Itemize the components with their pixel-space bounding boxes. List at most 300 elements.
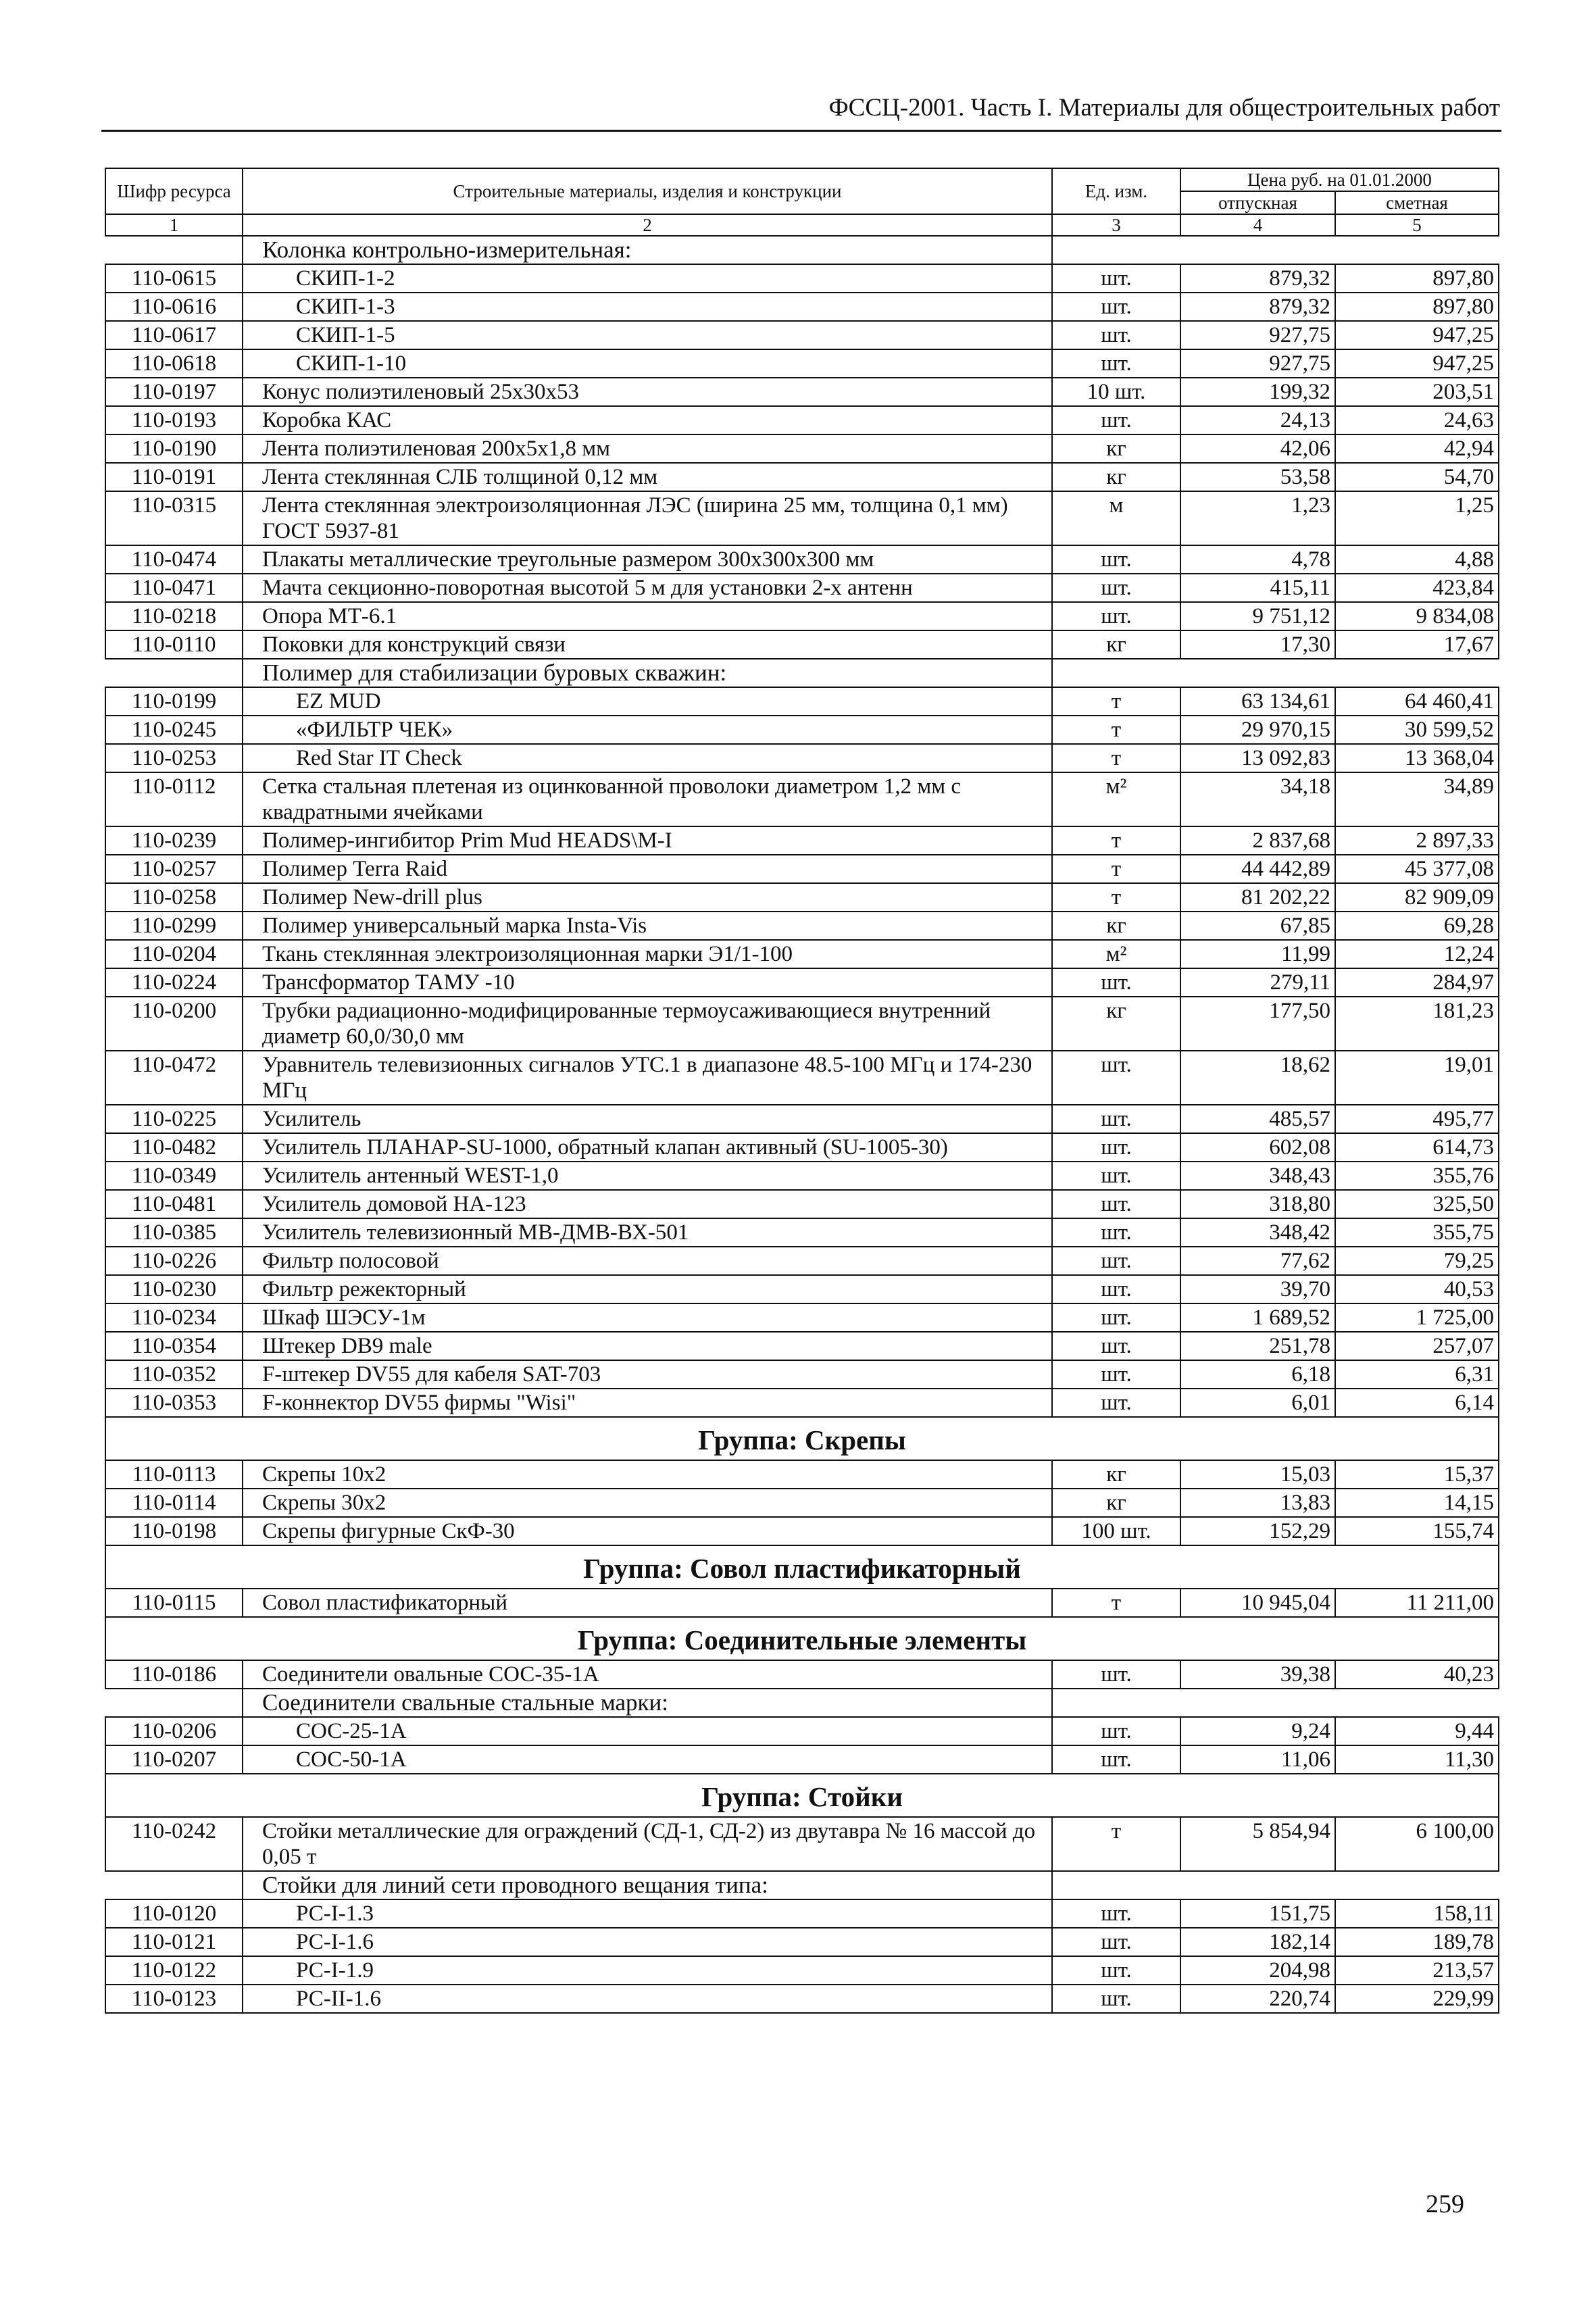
table-row (105, 406, 1499, 434)
wholesale-price: 199,32 (1180, 378, 1335, 406)
wholesale-price: 879,32 (1180, 293, 1335, 321)
unit: шт. (1052, 1360, 1180, 1389)
wholesale-price: 9 751,12 (1180, 602, 1335, 630)
material-name: Опора МТ-6.1 (243, 602, 1052, 630)
material-name: Усилитель антенный WEST-1,0 (243, 1162, 1052, 1190)
table-row (105, 1303, 1499, 1332)
table-row (105, 912, 1499, 940)
resource-code: 110-0617 (105, 321, 243, 349)
table-row (105, 1051, 1499, 1105)
unit: кг (1052, 434, 1180, 463)
resource-code: 110-0352 (105, 1360, 243, 1389)
unit: т (1052, 744, 1180, 772)
table-row (105, 434, 1499, 463)
estimate-price: 82 909,09 (1335, 883, 1499, 912)
wholesale-price: 182,14 (1180, 1928, 1335, 1956)
section-heading-row (105, 236, 1499, 264)
row-code-cell (105, 659, 243, 687)
table-row (105, 1928, 1499, 1956)
unit: шт. (1052, 968, 1180, 997)
material-name: Уравнитель телевизионных сигналов УТС.1 в диапазоне 48.5-100 МГц и 174-230 МГц (243, 1051, 1052, 1105)
material-name: Усилитель домовой НА-123 (243, 1190, 1052, 1218)
estimate-price: 64 460,41 (1335, 687, 1499, 716)
material-name: Полимер New-drill plus (243, 883, 1052, 912)
header-code: Шифр ресурса (105, 168, 243, 214)
group-heading: Группа: Стойки (105, 1774, 1499, 1817)
table-row (105, 1956, 1499, 1985)
resource-code: 110-0204 (105, 940, 243, 968)
estimate-price: 325,50 (1335, 1190, 1499, 1218)
resource-code: 110-0186 (105, 1660, 243, 1689)
unit: шт. (1052, 1303, 1180, 1332)
estimate-price: 9 834,08 (1335, 602, 1499, 630)
estimate-price: 495,77 (1335, 1105, 1499, 1133)
unit: кг (1052, 1460, 1180, 1489)
resource-code: 110-0349 (105, 1162, 243, 1190)
wholesale-price: 11,99 (1180, 940, 1335, 968)
wholesale-price: 348,43 (1180, 1162, 1335, 1190)
resource-code: 110-0616 (105, 293, 243, 321)
unit: шт. (1052, 1956, 1180, 1985)
row-unit-cell (1052, 236, 1180, 264)
wholesale-price: 13,83 (1180, 1489, 1335, 1517)
estimate-price: 17,67 (1335, 630, 1499, 659)
wholesale-price: 204,98 (1180, 1956, 1335, 1985)
estimate-price: 6,14 (1335, 1389, 1499, 1417)
section-heading: Колонка контрольно-измерительная: (243, 236, 1052, 264)
estimate-price: 40,53 (1335, 1275, 1499, 1303)
resource-code: 110-0190 (105, 434, 243, 463)
unit: шт. (1052, 1660, 1180, 1689)
unit: кг (1052, 630, 1180, 659)
resource-code: 110-0120 (105, 1899, 243, 1928)
table-row (105, 1660, 1499, 1689)
row-estimate-cell (1335, 236, 1499, 264)
estimate-price: 19,01 (1335, 1051, 1499, 1105)
estimate-price: 79,25 (1335, 1247, 1499, 1275)
resource-code: 110-0482 (105, 1133, 243, 1162)
material-name: СКИП-1-10 (243, 349, 1052, 378)
row-code-cell (105, 236, 243, 264)
material-name: РС-I-1.6 (243, 1928, 1052, 1956)
group-heading-row (105, 1545, 1499, 1589)
table-row (105, 349, 1499, 378)
estimate-price: 54,70 (1335, 463, 1499, 491)
table-row (105, 378, 1499, 406)
estimate-price: 229,99 (1335, 1985, 1499, 2013)
table-row (105, 1460, 1499, 1489)
estimate-price: 947,25 (1335, 349, 1499, 378)
unit: м² (1052, 940, 1180, 968)
estimate-price: 897,80 (1335, 264, 1499, 293)
unit: шт. (1052, 321, 1180, 349)
resource-code: 110-0200 (105, 997, 243, 1051)
material-name: Фильтр режекторный (243, 1275, 1052, 1303)
table-row (105, 997, 1499, 1051)
unit: шт. (1052, 574, 1180, 602)
unit: 100 шт. (1052, 1517, 1180, 1545)
estimate-price: 614,73 (1335, 1133, 1499, 1162)
wholesale-price: 1 689,52 (1180, 1303, 1335, 1332)
table-row (105, 1899, 1499, 1928)
resource-code: 110-0354 (105, 1332, 243, 1360)
section-heading-row (105, 1871, 1499, 1899)
resource-code: 110-0110 (105, 630, 243, 659)
wholesale-price: 485,57 (1180, 1105, 1335, 1133)
wholesale-price: 348,42 (1180, 1218, 1335, 1247)
wholesale-price: 42,06 (1180, 434, 1335, 463)
wholesale-price: 67,85 (1180, 912, 1335, 940)
unit: т (1052, 1589, 1180, 1617)
material-name: Скрепы фигурные СкФ-30 (243, 1517, 1052, 1545)
header-rule (101, 130, 1501, 132)
resource-code: 110-0121 (105, 1928, 243, 1956)
estimate-price: 355,76 (1335, 1162, 1499, 1190)
table-row (105, 1517, 1499, 1545)
section-heading: Стойки для линий сети проводного вещания типа: (243, 1871, 1052, 1899)
wholesale-price: 2 837,68 (1180, 826, 1335, 855)
table-row (105, 463, 1499, 491)
resource-code: 110-0207 (105, 1745, 243, 1774)
row-wholesale-cell (1180, 659, 1335, 687)
estimate-price: 355,75 (1335, 1218, 1499, 1247)
resource-code: 110-0198 (105, 1517, 243, 1545)
unit: шт. (1052, 349, 1180, 378)
resource-code: 110-0112 (105, 772, 243, 826)
material-name: РС-II-1.6 (243, 1985, 1052, 2013)
wholesale-price: 5 854,94 (1180, 1817, 1335, 1871)
material-name: Полимер-ингибитор Prim Mud HEADS\M-I (243, 826, 1052, 855)
unit: шт. (1052, 406, 1180, 434)
wholesale-price: 6,01 (1180, 1389, 1335, 1417)
estimate-price: 13 368,04 (1335, 744, 1499, 772)
section-heading: Полимер для стабилизации буровых скважин: (243, 659, 1052, 687)
resource-code: 110-0218 (105, 602, 243, 630)
material-name: СОС-50-1А (243, 1745, 1052, 1774)
wholesale-price: 6,18 (1180, 1360, 1335, 1389)
wholesale-price: 17,30 (1180, 630, 1335, 659)
table-row (105, 545, 1499, 574)
table-row (105, 264, 1499, 293)
wholesale-price: 15,03 (1180, 1460, 1335, 1489)
estimate-price: 11,30 (1335, 1745, 1499, 1774)
resource-code: 110-0239 (105, 826, 243, 855)
unit: шт. (1052, 1985, 1180, 2013)
unit: т (1052, 855, 1180, 883)
estimate-price: 12,24 (1335, 940, 1499, 968)
group-heading: Группа: Скрепы (105, 1417, 1499, 1460)
table-row (105, 1218, 1499, 1247)
table-row (105, 630, 1499, 659)
estimate-price: 6 100,00 (1335, 1817, 1499, 1871)
row-code-cell (105, 1871, 243, 1899)
wholesale-price: 1,23 (1180, 491, 1335, 545)
material-name: Совол пластификаторный (243, 1589, 1052, 1617)
table-row (105, 1275, 1499, 1303)
material-name: Скрепы 10x2 (243, 1460, 1052, 1489)
table-row (105, 687, 1499, 716)
wholesale-price: 44 442,89 (1180, 855, 1335, 883)
wholesale-price: 152,29 (1180, 1517, 1335, 1545)
estimate-price: 257,07 (1335, 1332, 1499, 1360)
material-name: Red Star IT Check (243, 744, 1052, 772)
table-row (105, 491, 1499, 545)
resource-code: 110-0224 (105, 968, 243, 997)
column-number: 5 (1335, 214, 1499, 236)
unit: шт. (1052, 1190, 1180, 1218)
resource-code: 110-0123 (105, 1985, 243, 2013)
unit: шт. (1052, 1899, 1180, 1928)
estimate-price: 24,63 (1335, 406, 1499, 434)
material-name: EZ MUD (243, 687, 1052, 716)
table-row (105, 968, 1499, 997)
unit: т (1052, 826, 1180, 855)
price-table-body (105, 236, 1499, 2013)
unit: т (1052, 687, 1180, 716)
wholesale-price: 39,38 (1180, 1660, 1335, 1689)
group-heading: Группа: Совол пластификаторный (105, 1545, 1499, 1589)
resource-code: 110-0474 (105, 545, 243, 574)
wholesale-price: 151,75 (1180, 1899, 1335, 1928)
table-row (105, 940, 1499, 968)
wholesale-price: 53,58 (1180, 463, 1335, 491)
unit: шт. (1052, 264, 1180, 293)
material-name: Ткань стеклянная электроизоляционная марки Э1/1-100 (243, 940, 1052, 968)
group-heading-row (105, 1774, 1499, 1817)
estimate-price: 1 725,00 (1335, 1303, 1499, 1332)
resource-code: 110-0472 (105, 1051, 243, 1105)
group-heading-row (105, 1617, 1499, 1660)
wholesale-price: 34,18 (1180, 772, 1335, 826)
material-name: СОС-25-1А (243, 1717, 1052, 1745)
material-name: Усилитель ПЛАНАР-SU-1000, обратный клапан активный (SU-1005-30) (243, 1133, 1052, 1162)
estimate-price: 213,57 (1335, 1956, 1499, 1985)
resource-code: 110-0199 (105, 687, 243, 716)
table-row (105, 1817, 1499, 1871)
material-name: Скрепы 30x2 (243, 1489, 1052, 1517)
estimate-price: 189,78 (1335, 1928, 1499, 1956)
material-name: Усилитель телевизионный МВ-ДМВ-ВХ-501 (243, 1218, 1052, 1247)
row-wholesale-cell (1180, 236, 1335, 264)
material-name: Лента полиэтиленовая 200x5x1,8 мм (243, 434, 1052, 463)
wholesale-price: 927,75 (1180, 321, 1335, 349)
wholesale-price: 602,08 (1180, 1133, 1335, 1162)
unit: т (1052, 716, 1180, 744)
wholesale-price: 18,62 (1180, 1051, 1335, 1105)
table-row (105, 855, 1499, 883)
resource-code: 110-0471 (105, 574, 243, 602)
resource-code: 110-0114 (105, 1489, 243, 1517)
material-name: Трансформатор ТАМУ -10 (243, 968, 1052, 997)
table-row (105, 1489, 1499, 1517)
unit: шт. (1052, 1717, 1180, 1745)
estimate-price: 15,37 (1335, 1460, 1499, 1489)
material-name: Конус полиэтиленовый 25x30x53 (243, 378, 1052, 406)
material-name: Мачта секционно-поворотная высотой 5 м для установки 2-х антенн (243, 574, 1052, 602)
wholesale-price: 4,78 (1180, 545, 1335, 574)
unit: кг (1052, 912, 1180, 940)
unit: шт. (1052, 1051, 1180, 1105)
wholesale-price: 29 970,15 (1180, 716, 1335, 744)
page-number: 259 (1426, 2190, 1464, 2218)
wholesale-price: 39,70 (1180, 1275, 1335, 1303)
material-name: СКИП-1-2 (243, 264, 1052, 293)
header-name: Строительные материалы, изделия и конструкции (243, 168, 1052, 214)
table-row (105, 1589, 1499, 1617)
material-name: Усилитель (243, 1105, 1052, 1133)
table-row (105, 883, 1499, 912)
table-row (105, 321, 1499, 349)
group-heading-row (105, 1417, 1499, 1460)
row-estimate-cell (1335, 1871, 1499, 1899)
section-heading: Соединители свальные стальные марки: (243, 1689, 1052, 1717)
row-unit-cell (1052, 659, 1180, 687)
table-row (105, 744, 1499, 772)
estimate-price: 34,89 (1335, 772, 1499, 826)
table-row (105, 1247, 1499, 1275)
resource-code: 110-0618 (105, 349, 243, 378)
unit: м² (1052, 772, 1180, 826)
unit: кг (1052, 463, 1180, 491)
column-number: 4 (1180, 214, 1335, 236)
material-name: Плакаты металлические треугольные размером 300x300x300 мм (243, 545, 1052, 574)
table-row (105, 716, 1499, 744)
wholesale-price: 927,75 (1180, 349, 1335, 378)
resource-code: 110-0234 (105, 1303, 243, 1332)
resource-code: 110-0481 (105, 1190, 243, 1218)
table-row (105, 293, 1499, 321)
row-wholesale-cell (1180, 1871, 1335, 1899)
header-wholesale: отпускная (1180, 191, 1335, 214)
unit: шт. (1052, 602, 1180, 630)
wholesale-price: 220,74 (1180, 1985, 1335, 2013)
resource-code: 110-0191 (105, 463, 243, 491)
estimate-price: 69,28 (1335, 912, 1499, 940)
estimate-price: 42,94 (1335, 434, 1499, 463)
resource-code: 110-0385 (105, 1218, 243, 1247)
section-heading-row (105, 1689, 1499, 1717)
estimate-price: 158,11 (1335, 1899, 1499, 1928)
row-unit-cell (1052, 1689, 1180, 1717)
unit: т (1052, 883, 1180, 912)
table-row (105, 1717, 1499, 1745)
table-row (105, 1985, 1499, 2013)
table-row (105, 602, 1499, 630)
estimate-price: 423,84 (1335, 574, 1499, 602)
material-name: Лента стеклянная СЛБ толщиной 0,12 мм (243, 463, 1052, 491)
unit: шт. (1052, 1275, 1180, 1303)
material-name: Сетка стальная плетеная из оцинкованной проволоки диаметром 1,2 мм с квадратными ячейками (243, 772, 1052, 826)
table-row (105, 1360, 1499, 1389)
unit: шт. (1052, 1389, 1180, 1417)
unit: кг (1052, 1489, 1180, 1517)
estimate-price: 45 377,08 (1335, 855, 1499, 883)
unit: м (1052, 491, 1180, 545)
row-unit-cell (1052, 1871, 1180, 1899)
table-row (105, 574, 1499, 602)
wholesale-price: 77,62 (1180, 1247, 1335, 1275)
table-row (105, 826, 1499, 855)
unit: кг (1052, 997, 1180, 1051)
estimate-price: 947,25 (1335, 321, 1499, 349)
row-wholesale-cell (1180, 1689, 1335, 1717)
estimate-price: 30 599,52 (1335, 716, 1499, 744)
unit: шт. (1052, 1133, 1180, 1162)
resource-code: 110-0225 (105, 1105, 243, 1133)
material-name: Фильтр полосовой (243, 1247, 1052, 1275)
unit: шт. (1052, 1928, 1180, 1956)
table-row (105, 1105, 1499, 1133)
material-name: Полимер Terra Raid (243, 855, 1052, 883)
row-estimate-cell (1335, 1689, 1499, 1717)
estimate-price: 1,25 (1335, 491, 1499, 545)
table-row (105, 772, 1499, 826)
unit: шт. (1052, 1247, 1180, 1275)
unit: шт. (1052, 1745, 1180, 1774)
header-estimate: сметная (1335, 191, 1499, 214)
row-estimate-cell (1335, 659, 1499, 687)
header-price: Цена руб. на 01.01.2000 (1180, 168, 1499, 191)
resource-code: 110-0258 (105, 883, 243, 912)
wholesale-price: 81 202,22 (1180, 883, 1335, 912)
resource-code: 110-0193 (105, 406, 243, 434)
unit: шт. (1052, 1105, 1180, 1133)
estimate-price: 897,80 (1335, 293, 1499, 321)
estimate-price: 40,23 (1335, 1660, 1499, 1689)
unit: шт. (1052, 1218, 1180, 1247)
unit: т (1052, 1817, 1180, 1871)
material-name: Поковки для конструкций связи (243, 630, 1052, 659)
resource-code: 110-0113 (105, 1460, 243, 1489)
wholesale-price: 13 092,83 (1180, 744, 1335, 772)
material-name: РС-I-1.9 (243, 1956, 1052, 1985)
unit: шт. (1052, 293, 1180, 321)
wholesale-price: 251,78 (1180, 1332, 1335, 1360)
material-name: Шкаф ШЭСУ-1м (243, 1303, 1052, 1332)
material-name: F-штекер DV55 для кабеля SAT-703 (243, 1360, 1052, 1389)
unit: шт. (1052, 545, 1180, 574)
resource-code: 110-0299 (105, 912, 243, 940)
column-numbers-row (105, 214, 1499, 236)
resource-code: 110-0230 (105, 1275, 243, 1303)
wholesale-price: 63 134,61 (1180, 687, 1335, 716)
table-row (105, 1389, 1499, 1417)
estimate-price: 155,74 (1335, 1517, 1499, 1545)
header-unit: Ед. изм. (1052, 168, 1180, 214)
wholesale-price: 9,24 (1180, 1717, 1335, 1745)
resource-code: 110-0115 (105, 1589, 243, 1617)
unit: шт. (1052, 1162, 1180, 1190)
unit: шт. (1052, 1332, 1180, 1360)
resource-code: 110-0257 (105, 855, 243, 883)
material-name: РС-I-1.3 (243, 1899, 1052, 1928)
estimate-price: 203,51 (1335, 378, 1499, 406)
page-header-title: ФССЦ-2001. Часть I. Материалы для общестроительных работ (828, 94, 1500, 122)
material-name: Лента стеклянная электроизоляционная ЛЭС (ширина 25 мм, толщина 0,1 мм) ГОСТ 5937-81 (243, 491, 1052, 545)
material-name: Стойки металлические для ограждений (СД-1, СД-2) из двутавра № 16 массой до 0,05 т (243, 1817, 1052, 1871)
material-name: СКИП-1-5 (243, 321, 1052, 349)
wholesale-price: 279,11 (1180, 968, 1335, 997)
column-number: 3 (1052, 214, 1180, 236)
wholesale-price: 879,32 (1180, 264, 1335, 293)
material-name: СКИП-1-3 (243, 293, 1052, 321)
estimate-price: 6,31 (1335, 1360, 1499, 1389)
material-name: Штекер DB9 male (243, 1332, 1052, 1360)
estimate-price: 11 211,00 (1335, 1589, 1499, 1617)
estimate-price: 284,97 (1335, 968, 1499, 997)
wholesale-price: 415,11 (1180, 574, 1335, 602)
table-row (105, 1133, 1499, 1162)
